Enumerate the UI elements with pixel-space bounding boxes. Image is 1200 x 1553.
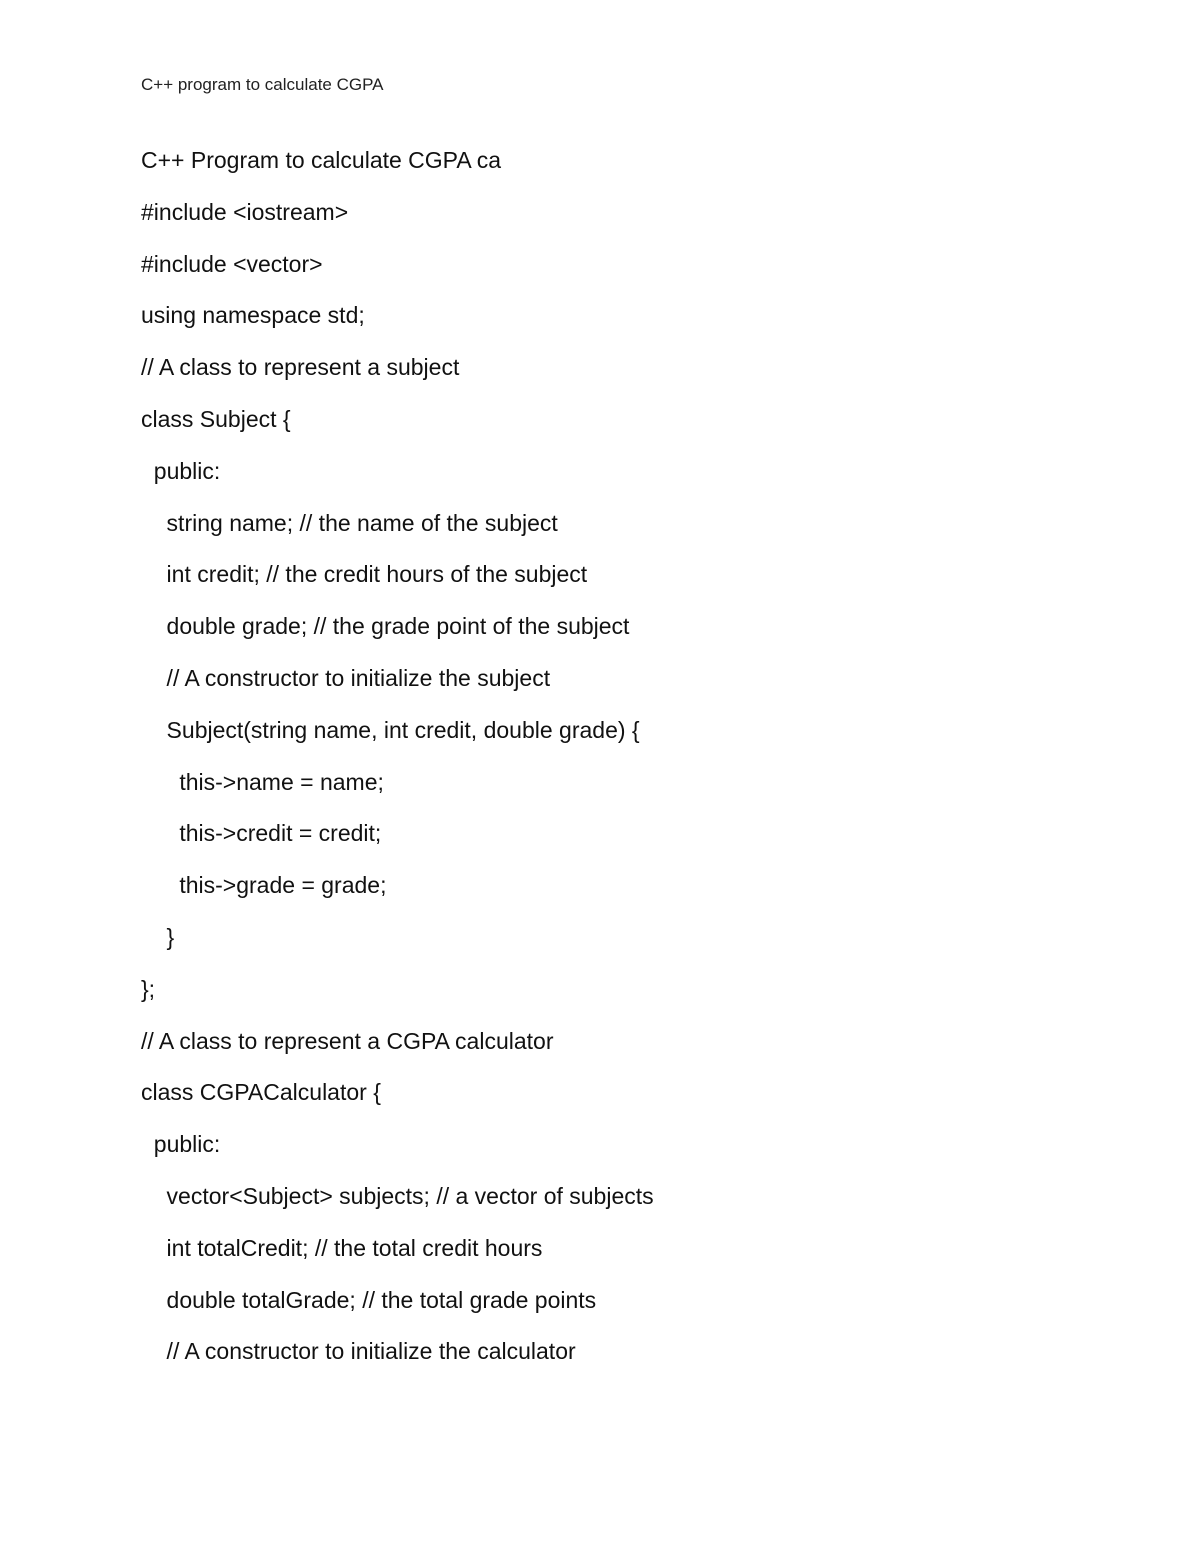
code-line: #include <iostream>: [141, 198, 349, 225]
code-line: // A constructor to initialize the subject: [141, 664, 551, 691]
code-line: double totalGrade; // the total grade points: [141, 1286, 597, 1313]
code-line: class CGPACalculator {: [141, 1079, 381, 1106]
code-line: }: [141, 923, 175, 950]
code-line: this->credit = credit;: [141, 820, 382, 847]
code-line: int totalCredit; // the total credit hours: [141, 1234, 543, 1261]
code-line: #include <vector>: [141, 250, 323, 277]
code-line: int credit; // the credit hours of the subject: [141, 561, 588, 588]
code-line: double grade; // the grade point of the subject: [141, 613, 630, 640]
code-line: Subject(string name, int credit, double grade) {: [141, 716, 640, 743]
code-line: this->name = name;: [141, 768, 384, 795]
page-header: C++ program to calculate CGPA: [141, 75, 384, 94]
code-line: // A class to represent a subject: [141, 354, 460, 381]
code-line: this->grade = grade;: [141, 872, 387, 899]
code-line: // A class to represent a CGPA calculator: [141, 1027, 554, 1054]
code-line: class Subject {: [141, 405, 291, 432]
code-line: C++ Program to calculate CGPA ca: [141, 147, 502, 173]
code-line: public:: [141, 1131, 221, 1158]
code-line: // A constructor to initialize the calculator: [141, 1338, 576, 1365]
code-line: vector<Subject> subjects; // a vector of subjects: [141, 1182, 654, 1209]
code-line: using namespace std;: [141, 302, 365, 329]
code-line: string name; // the name of the subject: [141, 509, 558, 536]
document-body: [141, 144, 1141, 1387]
code-line: public:: [141, 457, 221, 484]
code-line: };: [141, 975, 156, 1002]
